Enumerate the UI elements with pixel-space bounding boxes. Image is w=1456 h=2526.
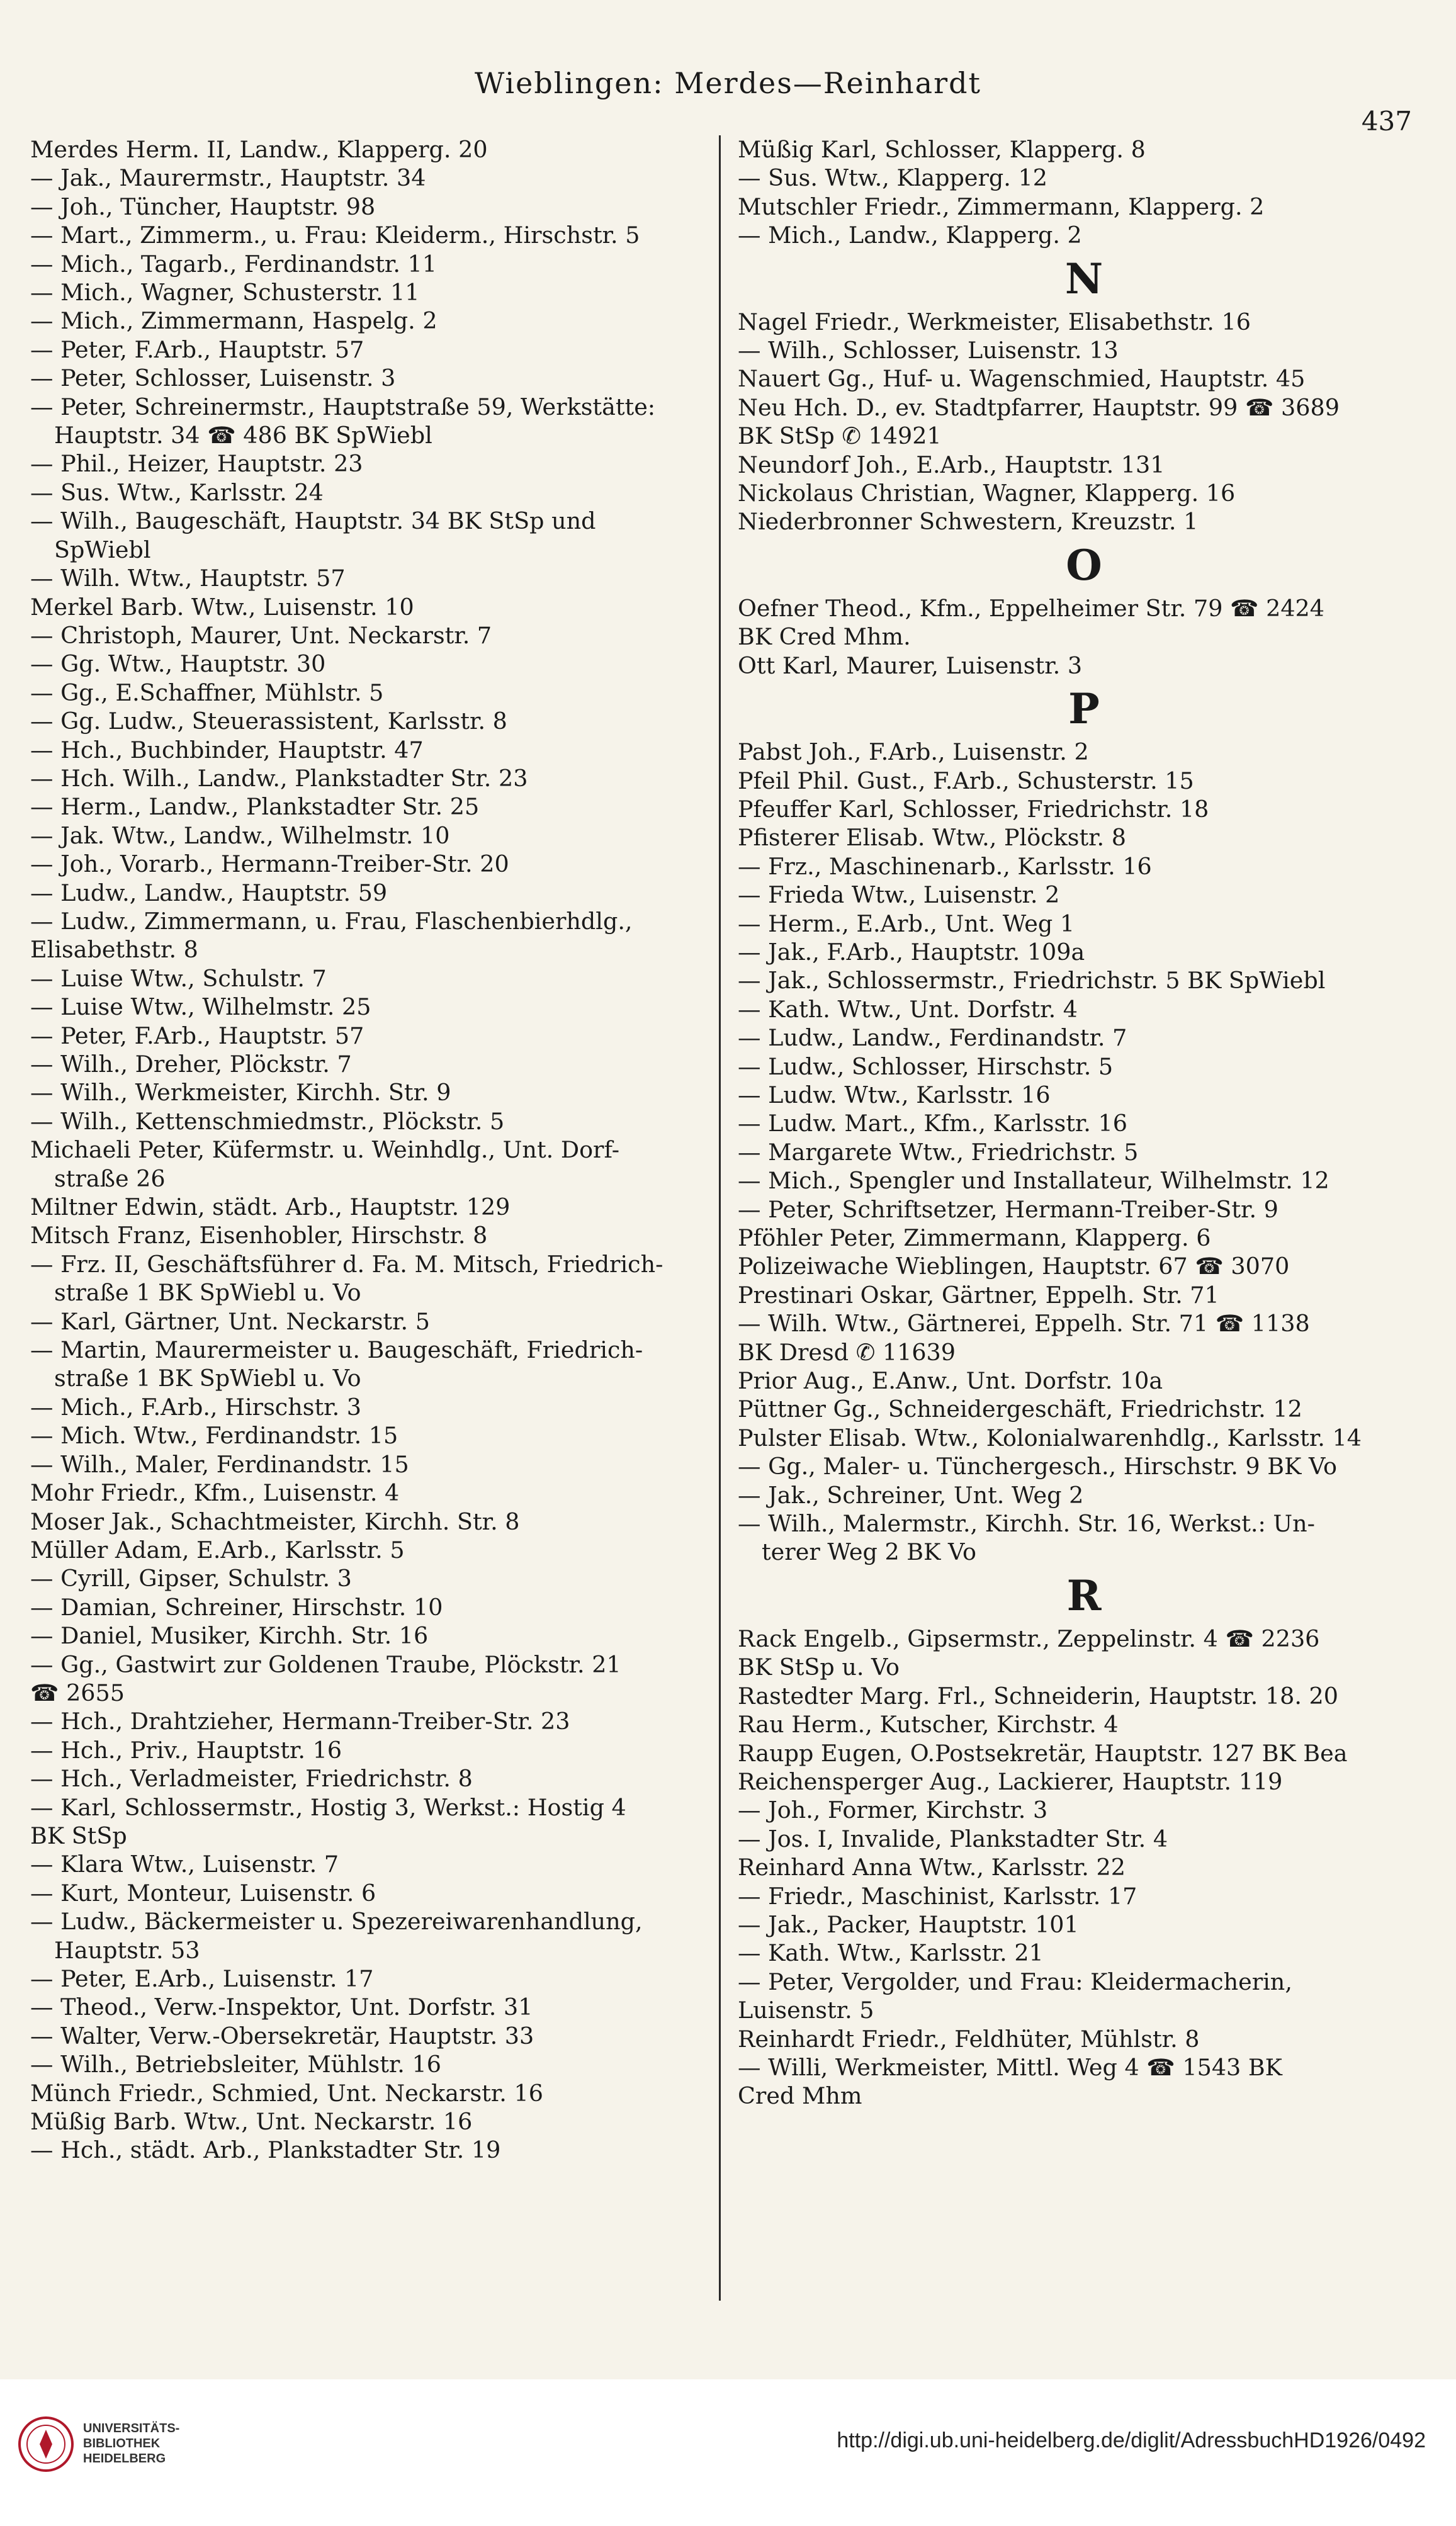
- directory-entry: — Jak., Packer, Hauptstr. 101: [738, 1910, 1079, 1938]
- section-letter: N: [1064, 254, 1103, 303]
- directory-entry: — Willi, Werkmeister, Mittl. Weg 4 ☎ 1543 BK: [738, 2053, 1282, 2081]
- directory-entry: — Wilh., Betriebsleiter, Mühlstr. 16: [30, 2051, 441, 2078]
- directory-entry: BK StSp ✆ 14921: [738, 422, 942, 450]
- directory-entry: — Mart., Zimmerm., u. Frau: Kleiderm., Hirschstr. 5: [30, 222, 640, 249]
- directory-entry: — Gg., E.Schaffner, Mühlstr. 5: [30, 679, 384, 706]
- section-letter: R: [1066, 1570, 1102, 1620]
- entry-continuation: SpWiebl: [54, 536, 151, 563]
- directory-entry: — Ludw., Zimmermann, u. Frau, Flaschenbierhdlg.,: [30, 907, 633, 935]
- directory-entry: — Peter, F.Arb., Hauptstr. 57: [30, 1022, 364, 1049]
- directory-entry: — Peter, Schreinermstr., Hauptstraße 59, Werkstätte:: [30, 393, 656, 420]
- directory-entry: Rau Herm., Kutscher, Kirchstr. 4: [738, 1711, 1119, 1739]
- directory-entry: — Frieda Wtw., Luisenstr. 2: [738, 881, 1060, 909]
- directory-entry: Moser Jak., Schachtmeister, Kirchh. Str. 8: [30, 1508, 520, 1535]
- directory-entry: — Hch., Buchbinder, Hauptstr. 47: [30, 736, 424, 764]
- directory-entry: — Joh., Vorarb., Hermann-Treiber-Str. 20: [30, 850, 509, 878]
- directory-entry: — Kurt, Monteur, Luisenstr. 6: [30, 1879, 376, 1907]
- source-url[interactable]: http://digi.ub.uni-heidelberg.de/diglit/AdressbuchHD1926/0492: [837, 2428, 1426, 2452]
- directory-entry: Rack Engelb., Gipsermstr., Zeppelinstr. 4 ☎ 2236: [738, 1625, 1320, 1652]
- directory-entry: — Jak., Schreiner, Unt. Weg 2: [738, 1481, 1084, 1509]
- directory-entry: — Luise Wtw., Wilhelmstr. 25: [30, 993, 371, 1021]
- directory-entry: — Ludw., Landw., Ferdinandstr. 7: [738, 1024, 1127, 1052]
- directory-entry: — Ludw., Landw., Hauptstr. 59: [30, 879, 388, 906]
- section-letter: P: [1068, 684, 1100, 734]
- directory-entry: — Jak., Maurermstr., Hauptstr. 34: [30, 164, 426, 192]
- directory-entry: Luisenstr. 5: [738, 1997, 874, 2024]
- directory-entry: Elisabethstr. 8: [30, 936, 198, 964]
- directory-entry: — Joh., Tüncher, Hauptstr. 98: [30, 193, 376, 220]
- directory-entry: — Peter, E.Arb., Luisenstr. 17: [30, 1965, 374, 1992]
- directory-entry: — Gg. Wtw., Hauptstr. 30: [30, 650, 326, 678]
- library-logo[interactable]: [18, 2416, 200, 2472]
- directory-entry: — Ludw. Wtw., Karlsstr. 16: [738, 1081, 1051, 1108]
- directory-entry: — Jak. Wtw., Landw., Wilhelmstr. 10: [30, 821, 450, 849]
- directory-entry: — Theod., Verw.-Inspektor, Unt. Dorfstr. 31: [30, 1993, 533, 2021]
- directory-entry: — Ludw., Bäckermeister u. Spezereiwarenhandlung,: [30, 1908, 643, 1936]
- directory-entry: — Damian, Schreiner, Hirschstr. 10: [30, 1593, 443, 1621]
- directory-entry: — Ludw. Mart., Kfm., Karlsstr. 16: [738, 1110, 1127, 1137]
- directory-entry: Mitsch Franz, Eisenhobler, Hirschstr. 8: [30, 1222, 488, 1249]
- directory-entry: Oefner Theod., Kfm., Eppelheimer Str. 79 ☎ 2424: [738, 594, 1324, 622]
- directory-entry: — Wilh., Malermstr., Kirchh. Str. 16, Werkst.: Un-: [738, 1510, 1315, 1538]
- logo-line: HEIDELBERG: [83, 2452, 166, 2466]
- directory-entry: — Wilh., Baugeschäft, Hauptstr. 34 BK StSp und: [30, 507, 596, 535]
- directory-entry: — Peter, F.Arb., Hauptstr. 57: [30, 335, 364, 363]
- directory-entry: Neundorf Joh., E.Arb., Hauptstr. 131: [738, 451, 1165, 478]
- directory-entry: Prior Aug., E.Anw., Unt. Dorfstr. 10a: [738, 1367, 1163, 1395]
- directory-entry: Cred Mhm: [738, 2082, 862, 2110]
- right-column: [738, 135, 1430, 2111]
- directory-entry: — Friedr., Maschinist, Karlsstr. 17: [738, 1882, 1137, 1910]
- directory-entry: — Frz., Maschinenarb., Karlsstr. 16: [738, 852, 1152, 880]
- directory-entry: ☎ 2655: [30, 1679, 125, 1706]
- entry-continuation: terer Weg 2 BK Vo: [762, 1538, 976, 1566]
- directory-entry: — Jos. I, Invalide, Plankstadter Str. 4: [738, 1825, 1168, 1852]
- directory-entry: — Phil., Heizer, Hauptstr. 23: [30, 450, 363, 478]
- directory-entry: — Christoph, Maurer, Unt. Neckarstr. 7: [30, 621, 492, 649]
- entry-continuation: Hauptstr. 34 ☎ 486 BK SpWiebl: [54, 422, 432, 449]
- directory-entry: — Gg. Ludw., Steuerassistent, Karlsstr. 8: [30, 708, 507, 735]
- directory-entry: — Jak., Schlossermstr., Friedrichstr. 5 BK SpWiebl: [738, 967, 1326, 995]
- logo-line: UNIVERSITÄTS-: [83, 2422, 180, 2435]
- directory-entry: — Mich., Spengler und Installateur, Wilhelmstr. 12: [738, 1167, 1329, 1195]
- section-letter: O: [1066, 540, 1102, 590]
- directory-entry: Mutschler Friedr., Zimmermann, Klapperg. 2: [738, 193, 1265, 220]
- column-divider: [719, 135, 721, 2301]
- footer: [0, 2379, 1456, 2526]
- directory-entry: Nagel Friedr., Werkmeister, Elisabethstr. 16: [738, 308, 1251, 335]
- directory-entry: — Peter, Schlosser, Luisenstr. 3: [30, 364, 396, 392]
- directory-entry: — Hch., Drahtzieher, Hermann-Treiber-Str. 23: [30, 1708, 570, 1735]
- directory-entry: — Wilh. Wtw., Gärtnerei, Eppelh. Str. 71 ☎ 1138: [738, 1310, 1310, 1338]
- logo-line: BIBLIOTHEK: [83, 2437, 161, 2450]
- directory-entry: — Herm., E.Arb., Unt. Weg 1: [738, 910, 1075, 937]
- directory-entry: — Gg., Gastwirt zur Goldenen Traube, Plöckstr. 21: [30, 1650, 621, 1678]
- directory-entry: — Sus. Wtw., Klapperg. 12: [738, 164, 1047, 192]
- directory-entry: — Frz. II, Geschäftsführer d. Fa. M. Mitsch, Friedrich-: [30, 1250, 663, 1278]
- directory-entry: — Karl, Schlossermstr., Hostig 3, Werkst.: Hostig 4: [30, 1793, 626, 1821]
- directory-entry: Nickolaus Christian, Wagner, Klapperg. 16: [738, 480, 1236, 507]
- directory-entry: — Ludw., Schlosser, Hirschstr. 5: [738, 1052, 1114, 1080]
- directory-entry: — Joh., Former, Kirchstr. 3: [738, 1796, 1048, 1824]
- university-seal-icon: [18, 2416, 74, 2472]
- entry-continuation: straße 1 BK SpWiebl u. Vo: [54, 1365, 361, 1392]
- directory-entry: — Mich., Tagarb., Ferdinandstr. 11: [30, 250, 437, 278]
- entry-continuation: straße 26: [54, 1164, 166, 1192]
- left-column: [30, 135, 723, 2165]
- entry-continuation: straße 1 BK SpWiebl u. Vo: [54, 1279, 361, 1307]
- directory-entry: — Wilh. Wtw., Hauptstr. 57: [30, 565, 346, 592]
- directory-entry: — Mich., Wagner, Schusterstr. 11: [30, 279, 420, 307]
- directory-entry: — Sus. Wtw., Karlsstr. 24: [30, 478, 324, 506]
- directory-entry: — Kath. Wtw., Unt. Dorfstr. 4: [738, 995, 1078, 1023]
- directory-entry: BK StSp u. Vo: [738, 1654, 900, 1681]
- directory-entry: Pföhler Peter, Zimmermann, Klapperg. 6: [738, 1224, 1211, 1251]
- entry-continuation: Hauptstr. 53: [54, 1936, 200, 1964]
- directory-entry: Pfisterer Elisab. Wtw., Plöckstr. 8: [738, 824, 1126, 852]
- directory-entry: Michaeli Peter, Küfermstr. u. Weinhdlg., Unt. Dorf-: [30, 1136, 620, 1164]
- directory-entry: — Martin, Maurermeister u. Baugeschäft, Friedrich-: [30, 1336, 643, 1364]
- directory-entry: Müßig Karl, Schlosser, Klapperg. 8: [738, 136, 1146, 163]
- directory-entry: Pfeil Phil. Gust., F.Arb., Schusterstr. 15: [738, 767, 1194, 794]
- directory-entry: — Wilh., Dreher, Plöckstr. 7: [30, 1051, 352, 1078]
- directory-entry: — Peter, Schriftsetzer, Hermann-Treiber-Str. 9: [738, 1195, 1278, 1223]
- directory-entry: — Mich., Landw., Klapperg. 2: [738, 222, 1082, 249]
- directory-entry: — Wilh., Schlosser, Luisenstr. 13: [738, 337, 1119, 364]
- directory-entry: — Hch. Wilh., Landw., Plankstadter Str. 23: [30, 764, 528, 792]
- directory-entry: Reinhard Anna Wtw., Karlsstr. 22: [738, 1854, 1126, 1881]
- directory-entry: — Klara Wtw., Luisenstr. 7: [30, 1851, 339, 1878]
- directory-entry: — Hch., Priv., Hauptstr. 16: [30, 1736, 342, 1764]
- directory-entry: Pabst Joh., F.Arb., Luisenstr. 2: [738, 738, 1089, 766]
- directory-entry: Reinhardt Friedr., Feldhüter, Mühlstr. 8: [738, 2025, 1200, 2053]
- page-number: 437: [1361, 106, 1412, 137]
- directory-entry: — Peter, Vergolder, und Frau: Kleidermacherin,: [738, 1968, 1292, 1995]
- directory-entry: — Karl, Gärtner, Unt. Neckarstr. 5: [30, 1307, 430, 1335]
- directory-entry: — Daniel, Musiker, Kirchh. Str. 16: [30, 1622, 429, 1650]
- directory-entry: — Mich. Wtw., Ferdinandstr. 15: [30, 1422, 398, 1450]
- directory-entry: Pulster Elisab. Wtw., Kolonialwarenhdlg., Karlsstr. 14: [738, 1424, 1362, 1452]
- directory-entry: Polizeiwache Wieblingen, Hauptstr. 67 ☎ 3070: [738, 1253, 1290, 1280]
- directory-entry: Pfeuffer Karl, Schlosser, Friedrichstr. 18: [738, 795, 1209, 823]
- directory-entry: — Mich., F.Arb., Hirschstr. 3: [30, 1393, 362, 1421]
- directory-entry: — Jak., F.Arb., Hauptstr. 109a: [738, 938, 1085, 966]
- directory-entry: Prestinari Oskar, Gärtner, Eppelh. Str. 71: [738, 1281, 1219, 1309]
- directory-entry: — Gg., Maler- u. Tünchergesch., Hirschstr. 9 BK Vo: [738, 1453, 1337, 1480]
- directory-entry: — Mich., Zimmermann, Haspelg. 2: [30, 307, 437, 335]
- directory-entry: Münch Friedr., Schmied, Unt. Neckarstr. 16: [30, 2079, 543, 2107]
- page-header: Wieblingen: Merdes—Reinhardt: [474, 66, 982, 100]
- directory-entry: Rastedter Marg. Frl., Schneiderin, Hauptstr. 18. 20: [738, 1682, 1338, 1710]
- directory-entry: — Wilh., Maler, Ferdinandstr. 15: [30, 1450, 409, 1478]
- directory-entry: — Kath. Wtw., Karlsstr. 21: [738, 1939, 1044, 1967]
- directory-entry: Merkel Barb. Wtw., Luisenstr. 10: [30, 593, 414, 621]
- directory-entry: — Hch., Verladmeister, Friedrichstr. 8: [30, 1765, 473, 1793]
- directory-entry: Nauert Gg., Huf- u. Wagenschmied, Hauptstr. 45: [738, 365, 1306, 393]
- directory-entry: Müßig Barb. Wtw., Unt. Neckarstr. 16: [30, 2108, 473, 2136]
- directory-entry: BK StSp: [30, 1822, 127, 1849]
- directory-entry: BK Cred Mhm.: [738, 623, 911, 651]
- directory-entry: — Wilh., Kettenschmiedmstr., Plöckstr. 5: [30, 1107, 505, 1135]
- directory-entry: Reichensperger Aug., Lackierer, Hauptstr. 119: [738, 1768, 1283, 1795]
- directory-entry: Miltner Edwin, städt. Arb., Hauptstr. 129: [30, 1193, 511, 1221]
- directory-entry: — Luise Wtw., Schulstr. 7: [30, 964, 327, 992]
- directory-entry: Neu Hch. D., ev. Stadtpfarrer, Hauptstr. 99 ☎ 3689: [738, 393, 1340, 421]
- directory-entry: Püttner Gg., Schneidergeschäft, Friedrichstr. 12: [738, 1396, 1302, 1423]
- directory-entry: — Margarete Wtw., Friedrichstr. 5: [738, 1138, 1139, 1166]
- directory-entry: Ott Karl, Maurer, Luisenstr. 3: [738, 651, 1083, 679]
- directory-entry: — Wilh., Werkmeister, Kirchh. Str. 9: [30, 1079, 451, 1107]
- directory-entry: Merdes Herm. II, Landw., Klapperg. 20: [30, 136, 488, 163]
- directory-entry: Niederbronner Schwestern, Kreuzstr. 1: [738, 508, 1199, 536]
- directory-entry: — Hch., städt. Arb., Plankstadter Str. 19: [30, 2136, 501, 2164]
- directory-entry: — Walter, Verw.-Obersekretär, Hauptstr. 33: [30, 2022, 534, 2050]
- directory-entry: — Herm., Landw., Plankstadter Str. 25: [30, 793, 480, 821]
- directory-entry: — Cyrill, Gipser, Schulstr. 3: [30, 1565, 352, 1593]
- directory-entry: Müller Adam, E.Arb., Karlsstr. 5: [30, 1536, 405, 1564]
- directory-entry: BK Dresd ✆ 11639: [738, 1338, 956, 1366]
- directory-entry: Mohr Friedr., Kfm., Luisenstr. 4: [30, 1479, 400, 1507]
- directory-entry: Raupp Eugen, O.Postsekretär, Hauptstr. 127 BK Bea: [738, 1739, 1348, 1767]
